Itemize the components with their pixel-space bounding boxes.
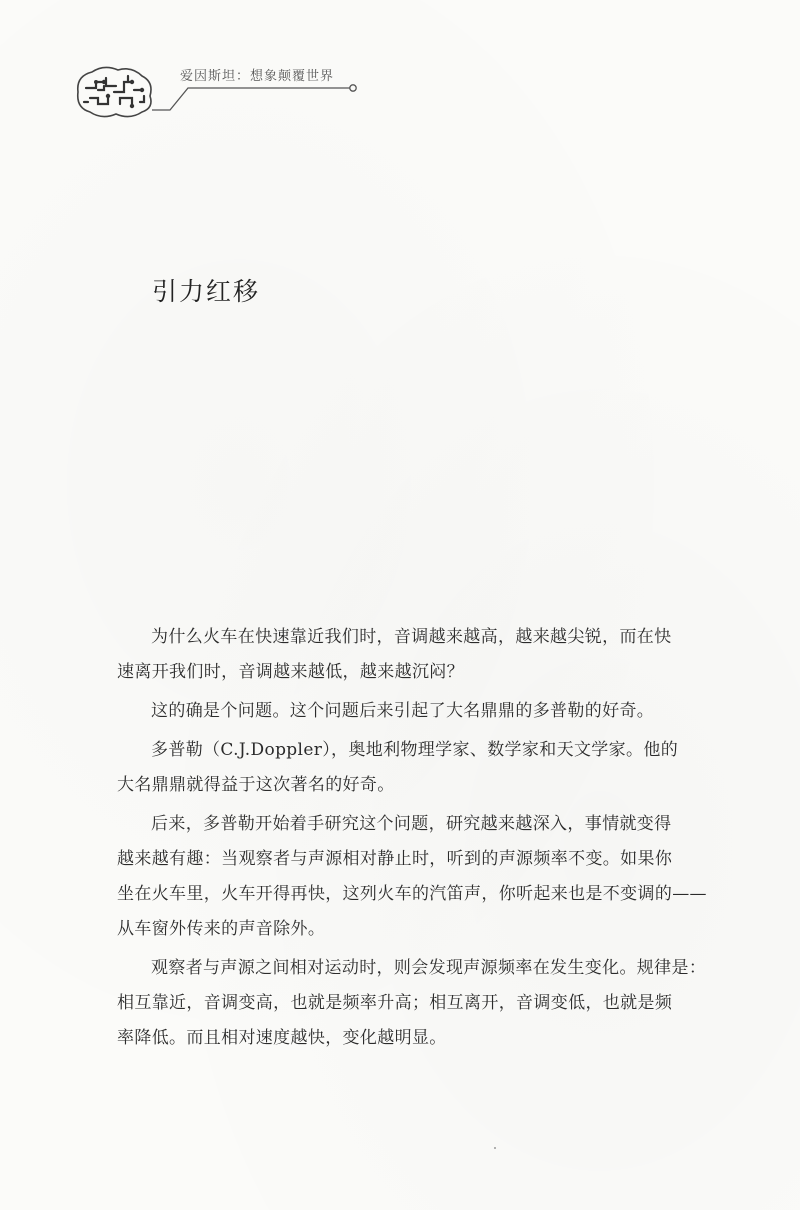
- running-header: [70, 62, 370, 132]
- text-line: 从车窗外传来的声音除外。: [117, 919, 326, 939]
- text-line: 后来，多普勒开始着手研究这个问题，研究越来越深入，事情就变得: [151, 814, 672, 834]
- paragraph: [117, 620, 717, 690]
- text-line: 多普勒（C.J.Doppler），奥地利物理学家、数学家和天文学家。他的: [151, 740, 679, 760]
- text-line: 这的确是个问题。这个问题后来引起了大名鼎鼎的多普勒的好奇。: [151, 701, 655, 721]
- text-line: 相互靠近，音调变高，也就是频率升高；相互离开，音调变低，也就是频: [117, 993, 673, 1013]
- paragraph: [117, 951, 717, 1056]
- paragraph: [117, 694, 717, 729]
- text-line: 越来越有趣：当观察者与声源相对静止时，听到的声源频率不变。如果你: [117, 849, 673, 869]
- chapter-title: 引力红移: [152, 277, 261, 306]
- body-text: [117, 620, 717, 1060]
- paper-speck: [494, 1147, 496, 1149]
- book-title: 爱因斯坦：想象颠覆世界: [180, 69, 335, 84]
- text-line: 观察者与声源之间相对运动时，则会发现声源频率在发生变化。规律是：: [151, 958, 707, 978]
- text-line: 坐在火车里，火车开得再快，这列火车的汽笛声，你听起来也是不变调的——: [117, 884, 707, 904]
- text-line: 大名鼎鼎就得益于这次著名的好奇。: [117, 775, 395, 795]
- text-line: 为什么火车在快速靠近我们时，音调越来越高，越来越尖锐，而在快: [151, 627, 672, 647]
- text-line: 速离开我们时，音调越来越低，越来越沉闷？: [117, 662, 464, 682]
- paragraph: [117, 807, 717, 947]
- paragraph: [117, 733, 717, 803]
- text-line: 率降低。而且相对速度越快，变化越明显。: [117, 1028, 447, 1048]
